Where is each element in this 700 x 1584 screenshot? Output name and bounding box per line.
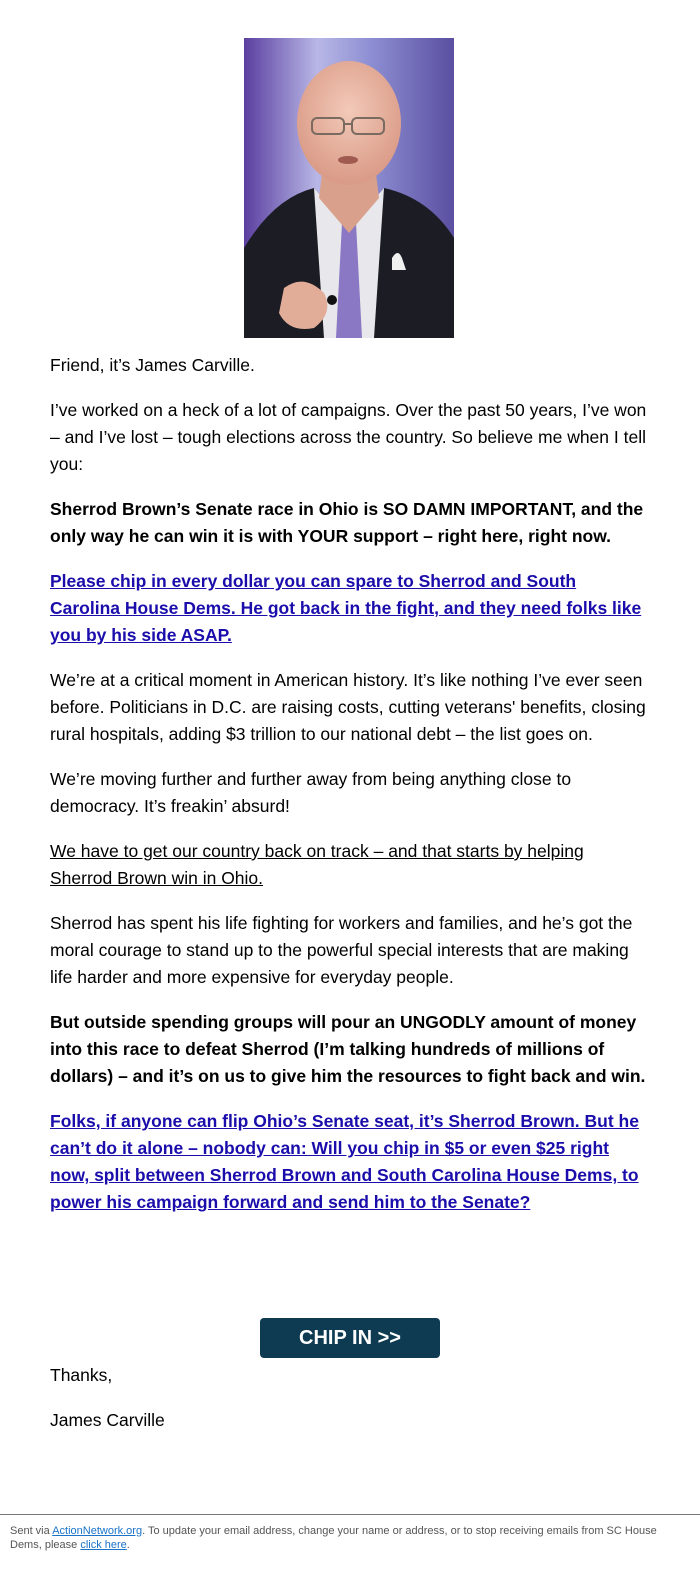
header-photo — [244, 38, 454, 338]
unsubscribe-link[interactable]: click here — [80, 1539, 127, 1551]
email-body — [50, 352, 650, 1234]
actionnetwork-link[interactable]: ActionNetwork.org — [52, 1525, 143, 1537]
paragraph-bold-importance: Sherrod Brown’s Senate race in Ohio is SO DAMN IMPORTANT, and the only way he can win it is with YOUR support – right here, right now. — [50, 499, 644, 546]
cta-row — [0, 1318, 700, 1358]
donate-link-primary[interactable]: Please chip in every dollar you can spare to Sherrod and South Carolina House Dems. He got back in the fight, and they need folks like you by his side ASAP. — [50, 571, 642, 645]
portrait-image — [244, 38, 454, 338]
signoff-thanks: Thanks, — [50, 1365, 113, 1385]
footer — [10, 1524, 670, 1552]
paragraph-outside-spending: But outside spending groups will pour an UNGODLY amount of money into this race to defeat Sherrod (I’m talking hundreds of millions of dollars) – and it’s on us to give him the resources to fight back and win. — [50, 1012, 646, 1086]
paragraph-back-on-track: We have to get our country back on track – and that starts by helping Sherrod Brown win in Ohio. — [50, 841, 584, 888]
footer-sent-via: Sent via — [10, 1525, 53, 1537]
paragraph-critical-moment: We’re at a critical moment in American history. It’s like nothing I’ve ever seen before. Politicians in D.C. are raising costs, cutting veterans' benefits, closing rural hospitals, adding $3 trillion to our national debt – the list goes on. — [50, 670, 646, 744]
paragraph-sherrod-record: Sherrod has spent his life fighting for workers and families, and he’s got the moral courage to stand up to the powerful special interests that are making life harder and more expensive for everyday people. — [50, 913, 633, 987]
signoff — [50, 1362, 650, 1452]
signoff-name: James Carville — [50, 1410, 165, 1430]
donate-link-secondary[interactable]: Folks, if anyone can flip Ohio’s Senate seat, it’s Sherrod Brown. But he can’t do it alone – nobody can: Will you chip in $5 or even $25 right now, split between Sherrod Brown and South Carolina House Dems, to power his campaign forward and send him to the Senate? — [50, 1111, 639, 1212]
paragraph-democracy: We’re moving further and further away from being anything close to democracy. It’s freakin’ absurd! — [50, 769, 572, 816]
greeting: Friend, it’s James Carville. — [50, 355, 255, 375]
chip-in-button[interactable]: CHIP IN >> — [260, 1318, 440, 1358]
footer-end: . — [126, 1539, 130, 1551]
footer-divider — [0, 1514, 700, 1515]
paragraph-intro: I’ve worked on a heck of a lot of campaigns. Over the past 50 years, I’ve won – and I’ve lost – tough elections across the country. So believe me when I tell you: — [50, 400, 647, 474]
footer-middle-text: . To update your email address, change your name or address, or to stop receiving emails from SC House Dems, please — [10, 1525, 657, 1551]
